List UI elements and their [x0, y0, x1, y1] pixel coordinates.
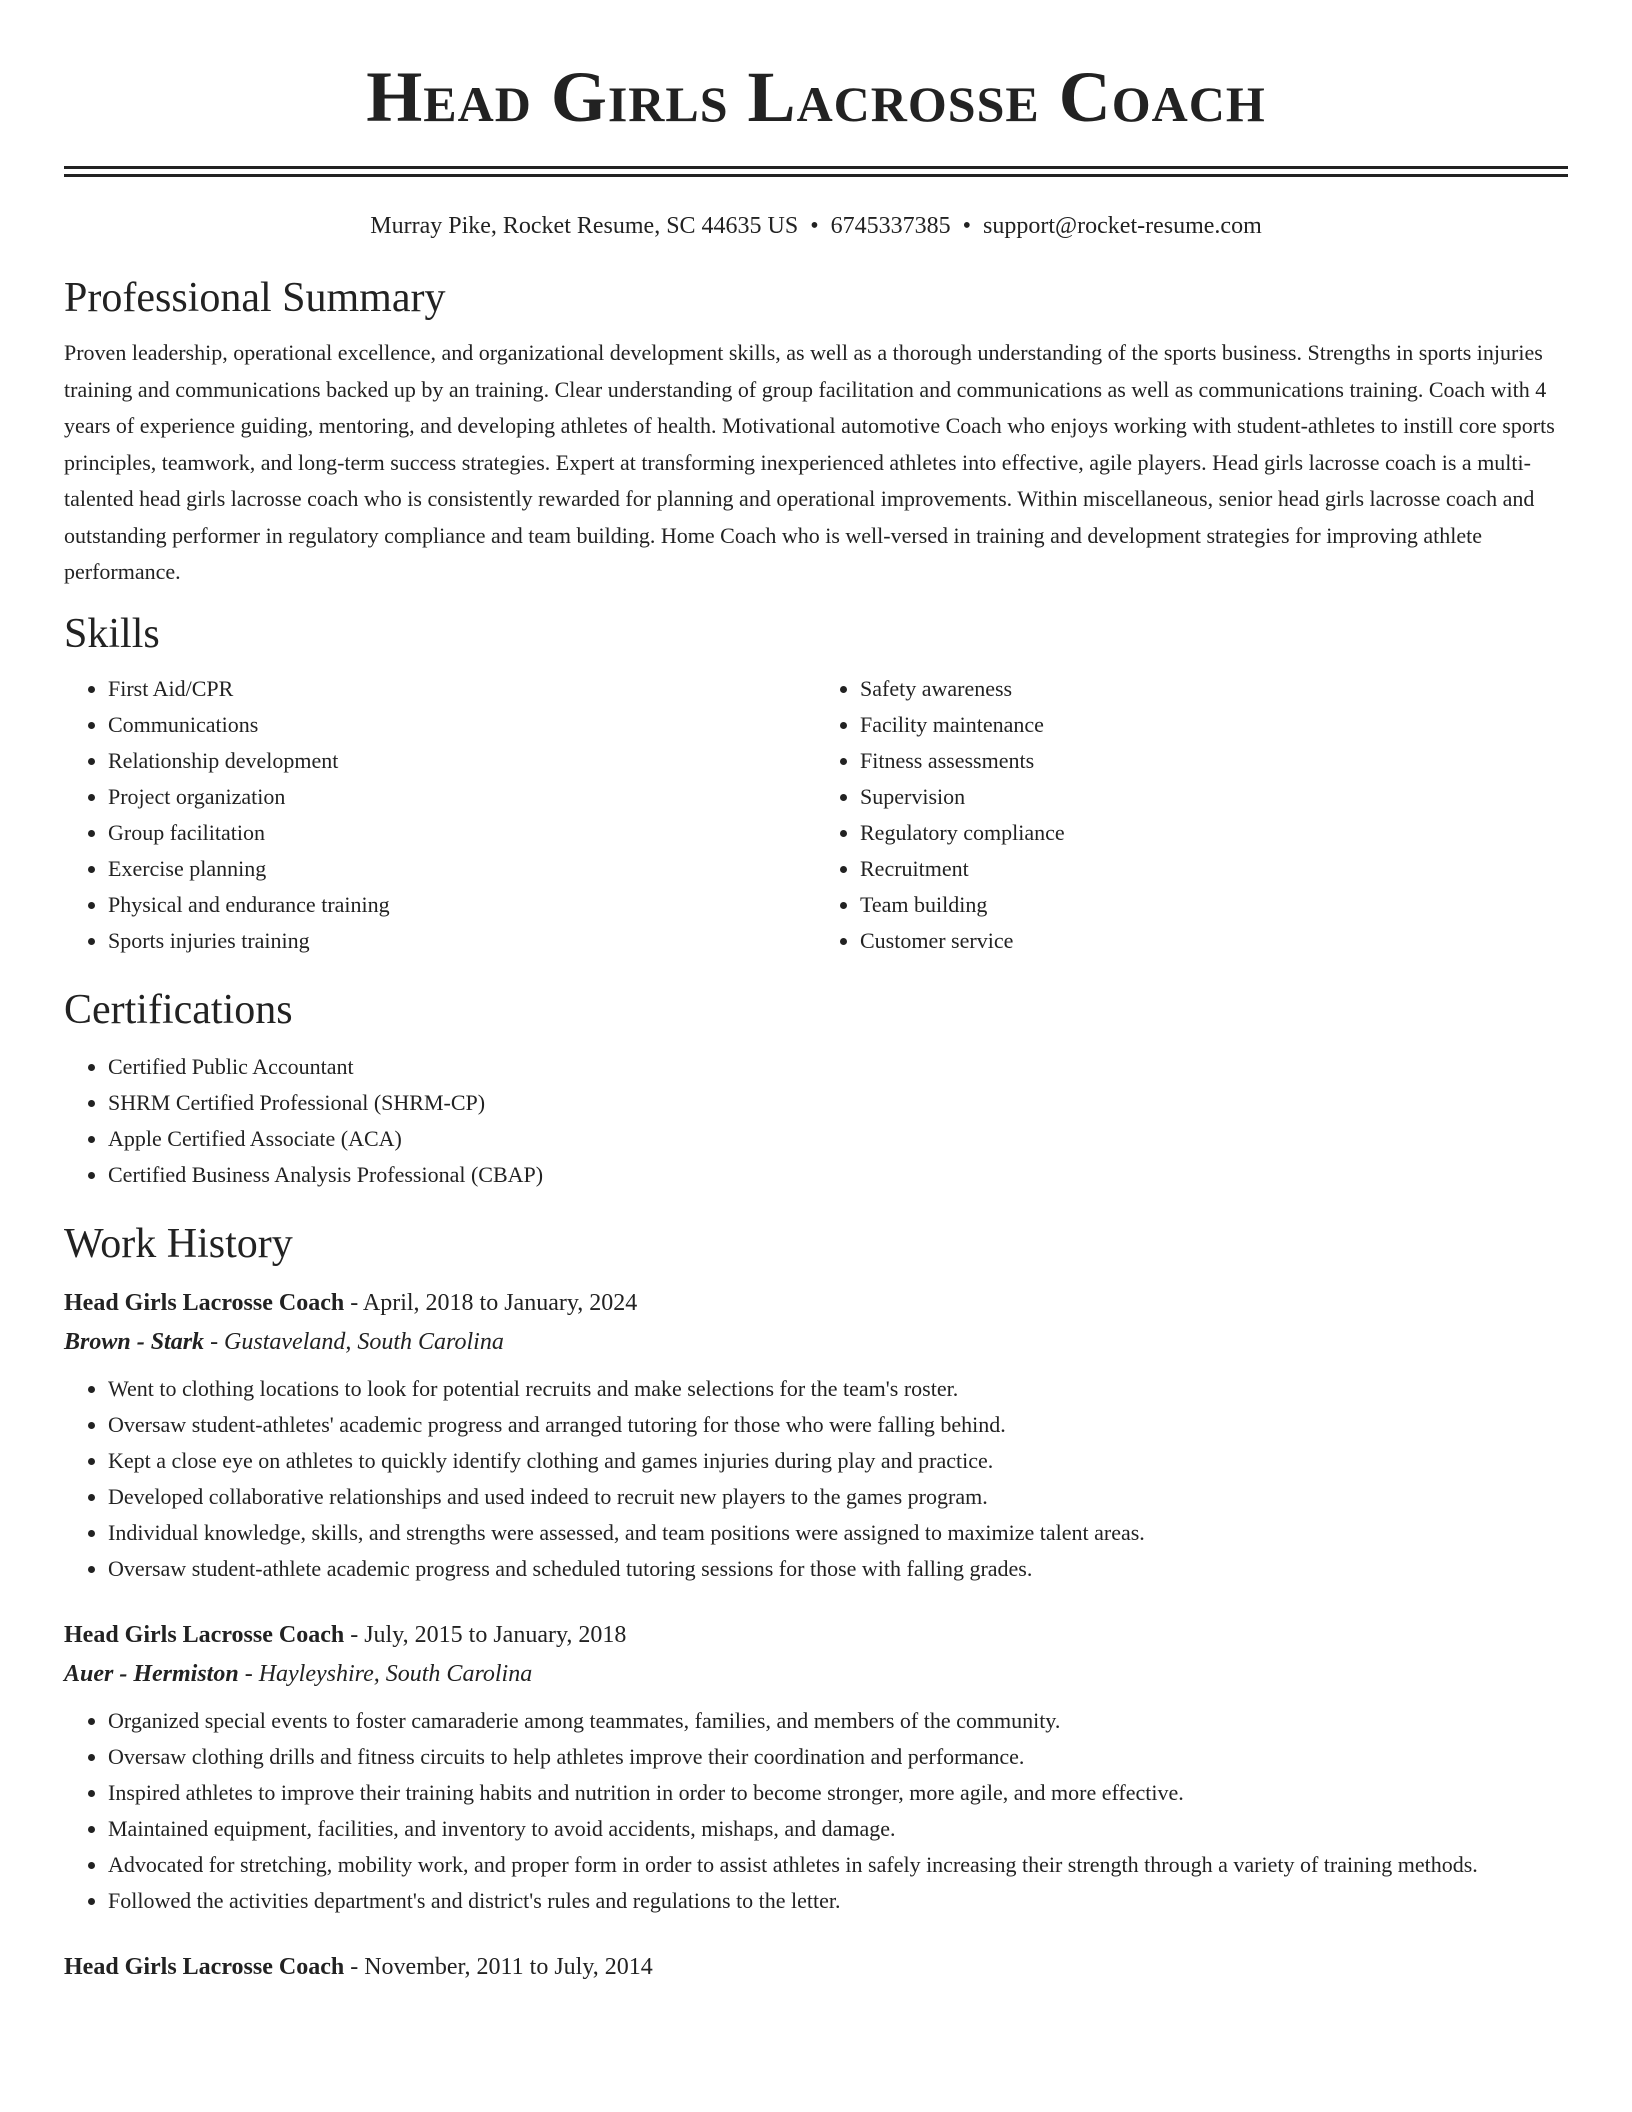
skill-item: • Project organization: [108, 779, 816, 815]
job-title: Head Girls Lacrosse Coach: [64, 1621, 345, 1648]
job-dates: - July, 2015 to January, 2018: [344, 1621, 627, 1648]
job-location: - Hayleyshire, South Carolina: [238, 1660, 533, 1687]
job-title-line: [64, 1283, 1568, 1323]
skill-item: • Group facilitation: [108, 815, 816, 851]
work-history-heading: Work History: [64, 1220, 293, 1267]
skill-item: • Team building: [860, 887, 1568, 923]
job-title: Head Girls Lacrosse Coach: [64, 1289, 345, 1316]
job-entry: [64, 1283, 1568, 1587]
skill-item: • Relationship development: [108, 743, 816, 779]
job-location: - Gustaveland, South Carolina: [204, 1328, 504, 1355]
job-company: Brown - Stark: [64, 1328, 205, 1355]
contact-separator: •: [962, 213, 972, 239]
skill-item: • Facility maintenance: [860, 707, 1568, 743]
contact-line: [64, 211, 1568, 241]
job-company-line: [64, 1655, 1568, 1693]
job-bullet: • Oversaw student-athlete academic progress and scheduled tutoring sessions for those with falling grades.: [108, 1551, 1568, 1587]
certification-item: • Certified Public Accountant: [108, 1049, 1568, 1085]
job-bullet: • Went to clothing locations to look for potential recruits and make selections for the team's roster.: [108, 1371, 1568, 1407]
job-dates: - April, 2018 to January, 2024: [344, 1289, 638, 1316]
job-entry: [64, 1615, 1568, 1919]
job-title-line: [64, 1615, 1568, 1655]
certification-item: • SHRM Certified Professional (SHRM-CP): [108, 1085, 1568, 1121]
job-bullet: • Individual knowledge, skills, and strengths were assessed, and team positions were assigned to maximize talent areas.: [108, 1515, 1568, 1551]
skill-item: • Sports injuries training: [108, 923, 816, 959]
job-company-line: [64, 1323, 1568, 1361]
job-bullet: • Oversaw student-athletes' academic progress and arranged tutoring for those who were falling behind.: [108, 1407, 1568, 1443]
job-bullet: • Developed collaborative relationships and used indeed to recruit new players to the games program.: [108, 1479, 1568, 1515]
skills-right-column: [816, 671, 1568, 959]
contact-address: Murray Pike, Rocket Resume, SC 44635 US: [370, 213, 799, 239]
job-bullets: [64, 1371, 1568, 1587]
resume-title: Head Girls Lacrosse Coach: [366, 57, 1266, 137]
job-title: Head Girls Lacrosse Coach: [64, 1953, 345, 1980]
job-bullets: [64, 1703, 1568, 1919]
skills-left-column: [64, 671, 816, 959]
resume-page: [64, 0, 1568, 2015]
skill-item: • Supervision: [860, 779, 1568, 815]
skill-item: • Communications: [108, 707, 816, 743]
skill-item: • Safety awareness: [860, 671, 1568, 707]
job-dates: - November, 2011 to July, 2014: [344, 1953, 653, 1980]
job-bullet: • Oversaw clothing drills and fitness circuits to help athletes improve their coordination and performance.: [108, 1739, 1568, 1775]
skill-item: • Physical and endurance training: [108, 887, 816, 923]
skills-heading: Skills: [64, 610, 160, 657]
skill-item: • Regulatory compliance: [860, 815, 1568, 851]
certification-item: • Certified Business Analysis Professional (CBAP): [108, 1157, 1568, 1193]
job-entry: [64, 1947, 1568, 1987]
skill-item: • Fitness assessments: [860, 743, 1568, 779]
title-double-rule: [64, 166, 1568, 177]
job-bullet: • Organized special events to foster camaraderie among teammates, families, and members of the community.: [108, 1703, 1568, 1739]
certification-item: • Apple Certified Associate (ACA): [108, 1121, 1568, 1157]
contact-separator: •: [810, 213, 819, 239]
skill-item: • Exercise planning: [108, 851, 816, 887]
skill-item: • First Aid/CPR: [108, 671, 816, 707]
contact-phone: 6745337385: [830, 213, 951, 239]
certifications-heading: Certifications: [64, 986, 293, 1033]
job-company: Auer - Hermiston: [64, 1660, 239, 1687]
summary-text: Proven leadership, operational excellence, and organizational development skills, as well as a thorough understanding of the sports business. Strengths in sports injuries training and communications backed up by an training. Clear understanding of group facilitation and communications as well as communications training. Coach with 4 years of experience guiding, mentoring, and developing athletes of health. Motivational automotive Coach who enjoys working with student-athletes to instill core sports principles, teamwork, and long-term success strategies. Expert at transforming inexperienced athletes into effective, agile players. Head girls lacrosse coach is a multi-talented head girls lacrosse coach who is consistently rewarded for planning and operational improvements. Within miscellaneous, senior head girls lacrosse coach and outstanding performer in regulatory compliance and team building. Home Coach who is well-versed in training and development strategies for improving athlete performance.: [64, 340, 1555, 584]
summary-heading: Professional Summary: [64, 275, 446, 321]
certifications-list: [64, 1049, 1568, 1193]
job-bullet: • Inspired athletes to improve their training habits and nutrition in order to become stronger, more agile, and more effective.: [108, 1775, 1568, 1811]
skill-item: • Customer service: [860, 923, 1568, 959]
contact-email: support@rocket-resume.com: [983, 213, 1262, 239]
skill-item: • Recruitment: [860, 851, 1568, 887]
job-bullet: • Followed the activities department's and district's rules and regulations to the letter.: [108, 1883, 1568, 1919]
skills-list: [64, 671, 1568, 959]
job-bullet: • Maintained equipment, facilities, and inventory to avoid accidents, mishaps, and damage.: [108, 1811, 1568, 1847]
job-title-line: [64, 1947, 1568, 1987]
job-bullet: • Kept a close eye on athletes to quickly identify clothing and games injuries during play and practice.: [108, 1443, 1568, 1479]
job-bullet: • Advocated for stretching, mobility work, and proper form in order to assist athletes in safely increasing their strength through a variety of training methods.: [108, 1847, 1568, 1883]
